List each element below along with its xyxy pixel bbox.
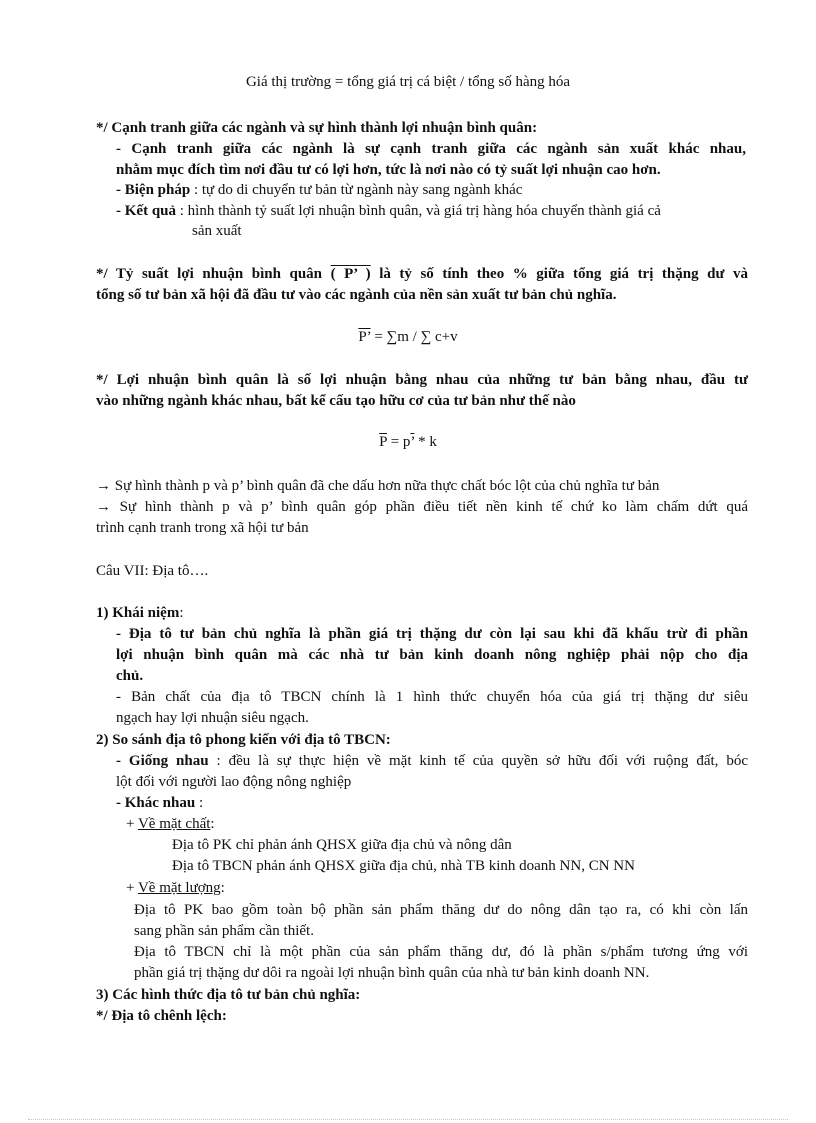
conclusion-arrow-2-cont: trình cạnh tranh trong xã hội tư bản	[96, 520, 309, 536]
conclusion-arrow-2: → Sự hình thành p và p’ bình quân góp phần điều tiết nền kinh tế chứ ko làm chấm dứt quá	[96, 499, 748, 515]
average-profit-definition: */ Lợi nhuận bình quân là số lợi nhuận bằng nhau của những tư bản bằng nhau, đầu tư	[96, 372, 748, 388]
quality-label: Về mặt chất	[137, 816, 211, 832]
average-profit-rate-formula	[0, 327, 816, 347]
similarity-text: : đều là sự thực hiện về mặt kinh tế của quyền sở hữu đối với ruộng đất, bóc	[216, 753, 749, 769]
similarity-cont: lột đối với người lao động nông nghiệp	[116, 774, 352, 790]
result-text-continued: sản xuất	[192, 223, 242, 239]
quantity-colon: :	[220, 880, 225, 896]
quality-colon: :	[210, 816, 215, 832]
differential-rent-heading: */ Địa tô chênh lệch:	[96, 1008, 227, 1024]
average-profit-rate-definition-cont: tổng số tư bản xã hội đã đầu tư vào các ngành của nền sản xuất tư bản chủ nghĩa.	[96, 287, 617, 303]
rate-formula-symbol: P’	[358, 329, 371, 345]
result-label: - Kết quả	[116, 203, 176, 219]
quantity-heading	[126, 878, 225, 898]
competition-result	[116, 201, 661, 221]
price-formula-heading: Giá thị trường = tổng giá trị cá biệt / tổng số hàng hóa	[245, 74, 571, 90]
method-label: - Biện pháp	[116, 182, 191, 198]
quantity-label: Về mặt lượng	[137, 880, 221, 896]
page-bottom-rule	[28, 1119, 788, 1120]
quantity-item: Địa tô TBCN chỉ là một phần của sản phẩm thăng dư, đó là phần s/phẩm tương ứng với	[134, 944, 748, 960]
profit-formula-prime: ’	[410, 434, 415, 450]
competition-definition-line: nhằm mục đích tìm nơi đầu tư có lợi hơn, tức là nơi nào có tỷ suất lợi nhuận cao hơn.	[116, 162, 661, 178]
average-profit-rate-definition	[96, 264, 748, 284]
concept-colon: :	[179, 605, 184, 621]
quality-prefix: +	[126, 816, 138, 832]
section-1-title	[96, 603, 184, 623]
section-2-title: 2) So sánh địa tô phong kiến với địa tô TBCN:	[96, 732, 391, 748]
rate-def-start: */ Tỷ suất lợi nhuận bình quân	[96, 266, 323, 282]
difference-label: - Khác nhau	[116, 795, 196, 811]
rate-def-end: là tỷ số tính theo % giữa tổng giá trị thặng dư và	[379, 266, 749, 282]
quantity-prefix: +	[126, 880, 138, 896]
concept-label: 1) Khái niệm	[96, 605, 180, 621]
rent-nature: - Bản chất của địa tô TBCN chính là 1 hình thức chuyển hóa của giá trị thặng dư siêu	[116, 689, 748, 705]
chapter-title: Câu VII: Địa tô….	[96, 563, 209, 579]
quantity-item: Địa tô PK bao gồm toàn bộ phần sản phẩm thăng dư do nông dân tạo ra, có khi còn lấn	[134, 902, 748, 918]
quality-item: Địa tô PK chỉ phản ánh QHSX giữa địa chủ và nông dân	[172, 837, 512, 853]
profit-formula-mid: = p	[386, 434, 411, 450]
rent-definition-end: chủ.	[116, 668, 144, 684]
difference	[116, 793, 203, 813]
rate-symbol: ( P’ )	[330, 266, 371, 282]
rent-nature-cont: ngạch hay lợi nhuận siêu ngạch.	[116, 710, 309, 726]
conclusion-arrow-1: → Sự hình thành p và p’ bình quân đã che dấu hơn nữa thực chất bóc lột của chủ nghĩa tư bản	[96, 478, 660, 494]
section-competition-title: */ Cạnh tranh giữa các ngành và sự hình thành lợi nhuận bình quân:	[96, 120, 538, 136]
quantity-item-cont: phần giá trị thặng dư dôi ra ngoài lợi nhuận bình quân của nhà tư bản kinh doanh NN.	[134, 965, 650, 981]
difference-colon: :	[198, 795, 204, 811]
method-text: : tự do di chuyển tư bản từ ngành này sang ngành khác	[193, 182, 523, 198]
profit-formula-symbol: $\overline{P}$	[379, 434, 387, 450]
competition-definition-line: - Cạnh tranh giữa các ngành là sự cạnh tranh giữa các ngành sản xuất khác nhau,	[116, 141, 746, 157]
rent-definition-cont: lợi nhuận bình quân mà các nhà tư bản kinh doanh nông nghiệp phải nộp cho địa	[116, 647, 748, 663]
average-profit-formula	[0, 432, 816, 452]
rate-formula-expression: = ∑m / ∑ c+v	[370, 329, 458, 345]
profit-formula-rest: * k	[414, 434, 437, 450]
quality-heading	[126, 814, 215, 834]
section-3-title: 3) Các hình thức địa tô tư bản chủ nghĩa:	[96, 987, 361, 1003]
similarity-label: - Giống nhau	[116, 753, 209, 769]
quality-item: Địa tô TBCN phản ánh QHSX giữa địa chủ, nhà TB kinh doanh NN, CN NN	[172, 858, 635, 874]
quantity-item-cont: sang phần sản phẩm cần thiết.	[134, 923, 314, 939]
result-text: : hình thành tỷ suất lợi nhuận bình quân, và giá trị hàng hóa chuyển thành giá cả	[179, 203, 661, 219]
average-profit-definition-cont: vào những ngành khác nhau, bất kể cấu tạo hữu cơ của tư bản như thế nào	[96, 393, 576, 409]
rent-definition: - Địa tô tư bản chủ nghĩa là phần giá trị thặng dư còn lại sau khi đã khấu trừ đi phần	[116, 626, 748, 642]
competition-method	[116, 180, 522, 200]
similarity	[116, 751, 748, 771]
